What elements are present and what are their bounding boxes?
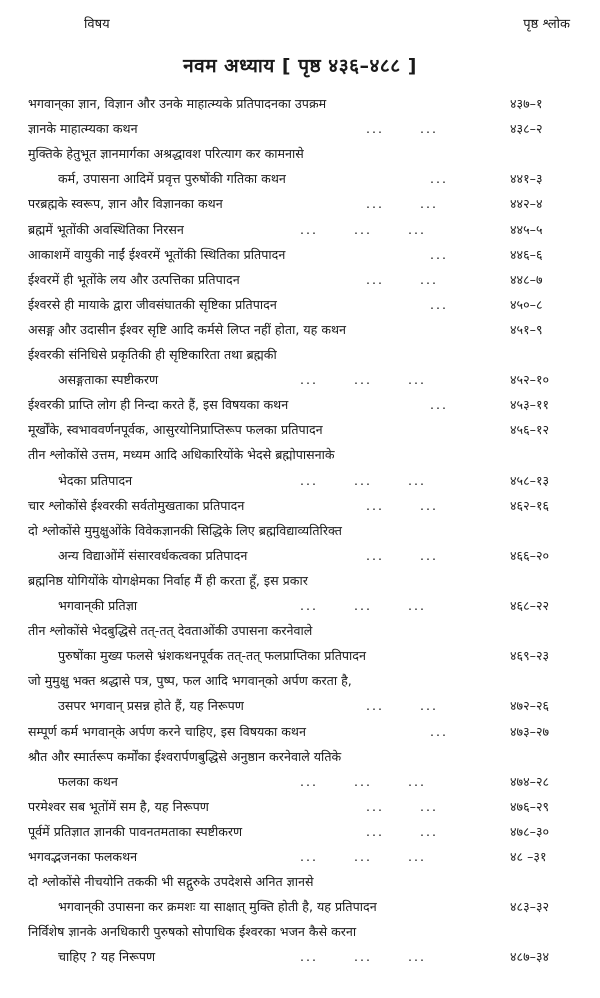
- toc-entry: [0, 619, 600, 643]
- toc-page-verse-ref: ४५२–१०: [510, 372, 550, 388]
- toc-entry-text: परमेश्वर सब भूतोंमें सम है, यह निरूपण: [28, 798, 209, 814]
- toc-entry-text: ईश्वरसे ही मायाके द्वारा जीवसंघातकी सृष्टिका प्रतिपादन: [28, 296, 277, 312]
- toc-entry-text: उसपर भगवान् प्रसन्न होते हैं, यह निरूपण: [58, 698, 244, 714]
- toc-leader-dots: ... ... ...: [300, 849, 427, 864]
- toc-page-verse-ref: ४३७–१: [510, 96, 543, 111]
- toc-leader-dots: ... ...: [366, 547, 439, 563]
- toc-page-verse-ref: ४७४–२८: [510, 773, 550, 789]
- toc-entry: [0, 569, 600, 593]
- toc-page-verse-ref: ४५०–८: [510, 296, 543, 312]
- toc-leader-dots: ... ... ...: [300, 949, 427, 965]
- toc-entry-text: ईश्वरमें ही भूतोंके लय और उत्पत्तिका प्रतिपादन: [28, 271, 240, 287]
- toc-entry: [0, 870, 600, 894]
- toc-entry: [0, 945, 600, 969]
- toc-entry-text: तीन श्लोकोंसे उत्तम, मध्यम आदि अधिकारियोंके भेदसे ब्रह्मोपासनाके: [28, 447, 335, 463]
- toc-page-verse-ref: ४४१–३: [510, 171, 543, 187]
- toc-entry-text: आकाशमें वायुकी नाईं ईश्वरमें भूतोंकी स्थितिका प्रतिपादन: [28, 246, 286, 262]
- toc-leader-dots: ... ...: [366, 698, 439, 714]
- toc-entry-text: ईश्वरकी प्राप्ति लोग ही निन्दा करते हैं, इस विषयका कथन: [28, 397, 289, 413]
- toc-entry-text: मूर्खोंके, स्वभाववर्णनपूर्वक, आसुरयोनिप्राप्तिरूप फलका प्रतिपादन: [28, 422, 323, 438]
- toc-entry-text: चाहिए ? यह निरूपण: [58, 949, 156, 965]
- toc-entry-text: अन्य विद्याओंमें संसारवर्धकत्वका प्रतिपादन: [58, 547, 248, 563]
- toc-entry-text: तीन श्लोकोंसे भेदबुद्धिसे तत्-तत् देवताओंकी उपासना करनेवाले: [28, 623, 313, 639]
- toc-entry: [0, 443, 600, 467]
- toc-entry: [0, 694, 600, 718]
- toc-entry-text: ब्रह्मनिष्ठ योगियोंके योगक्षेमका निर्वाह मैं ही करता हूँ, इस प्रकार: [28, 572, 308, 588]
- toc-leader-dots: ...: [430, 723, 449, 739]
- toc-entry-text: कर्म, उपासना आदिमें प्रवृत्त पुरुषोंकी गतिका कथन: [58, 171, 286, 187]
- toc-entry-text: ज्ञानके माहात्म्यका कथन: [28, 121, 138, 137]
- toc-entry: [0, 343, 600, 367]
- toc-page-verse-ref: ४८३–३२: [510, 899, 550, 915]
- toc-leader-dots: ... ...: [366, 196, 439, 212]
- toc-page-verse-ref: ४६६–२०: [510, 547, 550, 563]
- toc-page-verse-ref: ४५१–९: [510, 321, 543, 337]
- toc-entry: [0, 243, 600, 267]
- toc-leader-dots: ... ...: [366, 798, 439, 814]
- toc-page-verse-ref: ४५३–११: [510, 397, 550, 413]
- toc-entry-text: दो श्लोकोंसे मुमुक्षुओंके विवेकज्ञानकी सिद्धिके लिए ब्रह्मविद्याव्यतिरिक्त: [28, 522, 342, 538]
- toc-leader-dots: ...: [430, 171, 449, 187]
- toc-page-verse-ref: ४७८–३०: [510, 823, 550, 839]
- toc-page-verse-ref: ४७२–२६: [510, 698, 550, 714]
- toc-entry: [0, 469, 600, 493]
- toc-entry: [0, 519, 600, 543]
- toc-leader-dots: ...: [430, 296, 449, 312]
- toc-entry-text: श्रौत और स्मार्तरूप कर्मोंका ईश्वरार्पणबुद्धिसे अनुष्ठान करनेवाले यतिके: [28, 748, 342, 764]
- toc-page-verse-ref: ४६९–२३: [510, 648, 550, 664]
- toc-leader-dots: ... ... ...: [300, 598, 427, 613]
- toc-entry-text: ब्रह्ममें भूतोंकी अवस्थितिका निरसन: [28, 221, 184, 237]
- toc-page-verse-ref: ४५६–१२: [510, 422, 550, 438]
- column-header-subject: विषय: [84, 17, 110, 32]
- toc-entry: [0, 820, 600, 844]
- toc-entry-text: असङ्ग और उदासीन ईश्वर सृष्टि आदि कर्मसे लिप्त नहीं होता, यह कथन: [28, 321, 347, 337]
- toc-entry: [0, 770, 600, 794]
- toc-entry-text: ईश्वरकी संनिधिसे प्रकृतिकी ही सृष्टिकारिता तथा ब्रह्मकी: [28, 347, 277, 362]
- toc-entry-text: जो मुमुक्षु भक्त श्रद्धासे पत्र, पुष्प, फल आदि भगवान्‌को अर्पण करता है,: [28, 673, 352, 689]
- toc-leader-dots: ...: [430, 397, 449, 413]
- toc-page-verse-ref: ४३८–२: [510, 121, 543, 137]
- toc-entry-text: चार श्लोकोंसे ईश्वरकी सर्वतोमुखताका प्रतिपादन: [28, 497, 245, 513]
- toc-entry: [0, 318, 600, 342]
- toc-entry: [0, 117, 600, 141]
- toc-entry: [0, 293, 600, 317]
- toc-page-verse-ref: ४४६–६: [510, 246, 543, 262]
- toc-leader-dots: ... ... ...: [300, 472, 427, 488]
- toc-entry-text: परब्रह्मके स्वरूप, ज्ञान और विज्ञानका कथन: [28, 196, 223, 212]
- toc-entry: [0, 368, 600, 392]
- toc-entry-text: भगवान्‌की उपासना कर क्रमशः या साक्षात् मुक्ति होती है, यह प्रतिपादन: [58, 899, 377, 915]
- toc-entry: [0, 745, 600, 769]
- toc-leader-dots: ... ...: [366, 271, 439, 287]
- toc-leader-dots: ...: [430, 246, 449, 262]
- toc-entry-text: असङ्गताका स्पष्टीकरण: [58, 372, 159, 388]
- toc-entry: [0, 393, 600, 417]
- toc-entry: [0, 669, 600, 693]
- toc-leader-dots: ... ...: [366, 823, 439, 839]
- toc-entry-text: पूर्वमें प्रतिज्ञात ज्ञानकी पावनतमताका स्पष्टीकरण: [28, 823, 243, 839]
- toc-entry: [0, 845, 600, 869]
- toc-entry: [0, 644, 600, 668]
- toc-page-verse-ref: ४४५–५: [510, 221, 543, 237]
- toc-entry-text: भेदका प्रतिपादन: [58, 472, 133, 488]
- toc-leader-dots: ... ... ...: [300, 221, 427, 237]
- toc-page-verse-ref: ४६८–२२: [510, 598, 550, 613]
- toc-entry: [0, 268, 600, 292]
- toc-leader-dots: ... ... ...: [300, 773, 427, 789]
- toc-entry: [0, 920, 600, 944]
- toc-entry: [0, 192, 600, 216]
- toc-entry-text: भगवद्भजनका फलकथन: [28, 849, 138, 864]
- toc-entry-text: भगवान्‌का ज्ञान, विज्ञान और उनके माहात्म्यके प्रतिपादनका उपक्रम: [28, 96, 327, 111]
- toc-leader-dots: ... ... ...: [300, 372, 427, 388]
- toc-page-verse-ref: ४४८–७: [510, 271, 543, 287]
- toc-page-verse-ref: ४८ –३१: [510, 849, 547, 864]
- toc-entry: [0, 895, 600, 919]
- toc-leader-dots: ... ...: [366, 497, 439, 513]
- toc-entry: [0, 418, 600, 442]
- toc-entry-text: पुरुषोंका मुख्य फलसे भ्रंशकथनपूर्वक तत्-तत् फलप्राप्तिका प्रतिपादन: [58, 648, 366, 664]
- toc-entry-text: दो श्लोकोंसे नीचयोनि तककी भी सद्गुरुके उपदेशसे अनित ज्ञानसे: [28, 874, 314, 890]
- toc-entry: [0, 795, 600, 819]
- column-header-page-verse: पृष्ठ श्लोक: [523, 17, 570, 32]
- toc-page-verse-ref: ४५८–१३: [510, 472, 550, 488]
- toc-entry: [0, 218, 600, 242]
- toc-entry: [0, 92, 600, 116]
- toc-page-verse-ref: ४७३–२७: [510, 723, 550, 739]
- toc-entry-text: फलका कथन: [58, 773, 118, 789]
- toc-entry: [0, 720, 600, 744]
- toc-leader-dots: ... ...: [366, 121, 439, 137]
- toc-entry-text: मुक्तिके हेतुभूत ज्ञानमार्गका अश्रद्धावश परित्याग कर कामनासे: [28, 146, 304, 162]
- toc-entry: [0, 544, 600, 568]
- chapter-heading: नवम अध्याय [ पृष्ठ ४३६–४८८ ]: [183, 55, 417, 77]
- toc-entry: [0, 167, 600, 191]
- toc-entry-text: भगवान्‌की प्रतिज्ञा: [58, 598, 138, 613]
- toc-entry-text: सम्पूर्ण कर्म भगवान्‌के अर्पण करने चाहिए, इस विषयका कथन: [28, 723, 306, 739]
- toc-entry-text: निर्विशेष ज्ञानके अनधिकारी पुरुषको सोपाधिक ईश्वरका भजन कैसे करना: [28, 924, 357, 940]
- toc-page-verse-ref: ४८७–३४: [510, 949, 550, 965]
- toc-entry: [0, 494, 600, 518]
- toc-entry: [0, 594, 600, 618]
- toc-page-verse-ref: ४४२–४: [510, 196, 543, 212]
- toc-page-verse-ref: ४६२–१६: [510, 497, 550, 513]
- toc-entry: [0, 142, 600, 166]
- toc-page-verse-ref: ४७६–२९: [510, 798, 550, 814]
